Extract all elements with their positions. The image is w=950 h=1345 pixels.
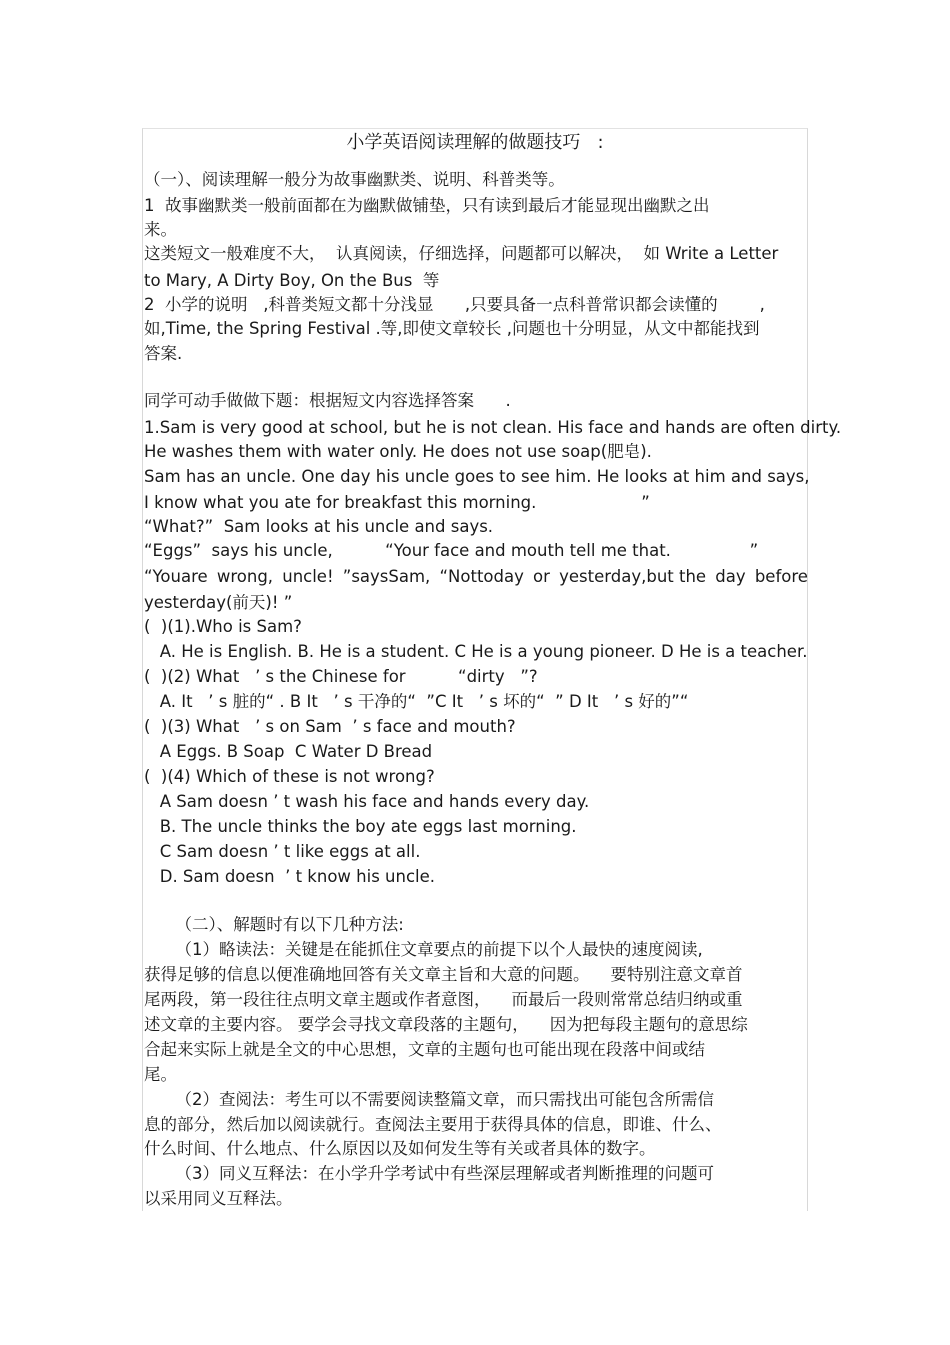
- section2-line: 以采用同义互释法。: [144, 1189, 293, 1208]
- word: wrong,: [216, 567, 274, 586]
- passage-line: Sam has an uncle. One day his uncle goes to see him. He looks at him and says,: [144, 467, 810, 486]
- word: “Nottoday: [439, 567, 524, 586]
- question-2-options: A. It ’ s 脏的“ . B It ’ s 干净的“ ”C It ’ s 坏的“ ” D It ’ s 好的”“: [144, 692, 689, 711]
- para1-line2: 来。: [144, 220, 177, 239]
- question-4-option: A Sam doesn ’ t wash his face and hands every day.: [144, 792, 590, 811]
- section2-line: 什么时间、什么地点、什么原因以及如何发生等有关或者具体的数字。: [144, 1139, 656, 1158]
- question-2: ( )(2) What ’ s the Chinese for “dirty ”?: [144, 667, 538, 686]
- word: ”saysSam,: [342, 567, 431, 586]
- word: before: [754, 567, 808, 586]
- passage-line: “Eggs” says his uncle, “Your face and mouth tell me that. ”: [144, 541, 759, 560]
- passage-line: yesterday(前天)! ”: [144, 593, 293, 612]
- question-4-option: D. Sam doesn ’ t know his uncle.: [144, 867, 435, 886]
- passage-line: “What?” Sam looks at his uncle and says.: [144, 517, 494, 536]
- word: day: [715, 567, 746, 586]
- question-3: ( )(3) What ’ s on Sam ’ s face and mouth?: [144, 717, 516, 736]
- word: “Youare: [144, 567, 208, 586]
- passage-line: I know what you ate for breakfast this morning. ”: [144, 493, 650, 512]
- section2-line: 息的部分，然后加以阅读就行。查阅法主要用于获得具体的信息，即谁、什么、: [144, 1115, 722, 1134]
- section2-line: 合起来实际上就是全文的中心思想，文章的主题句也可能出现在段落中间或结: [144, 1040, 705, 1059]
- para2-line1: 这类短文一般难度不大， 认真阅读，仔细选择，问题都可以解决， 如 Write a Letter: [144, 244, 779, 263]
- page-title: 小学英语阅读理解的做题技巧 :: [346, 132, 604, 153]
- question-4-option: B. The uncle thinks the boy ate eggs last morning.: [144, 817, 577, 836]
- section1-heading: （一）、阅读理解一般分为故事幽默类、说明、科普类等。: [144, 170, 565, 189]
- section2-line: 尾。: [144, 1065, 177, 1084]
- section2-line: （2）查阅法：考生可以不需要阅读整篇文章，而只需找出可能包含所需信: [144, 1090, 714, 1109]
- para3-line3: 答案.: [144, 344, 183, 363]
- section2-heading: （二）、解题时有以下几种方法:: [144, 915, 404, 934]
- section2-line: 述文章的主要内容。 要学会寻找文章段落的主题句， 因为把每段主题句的意思综: [144, 1015, 748, 1034]
- section2-line: （1）略读法：关键是在能抓住文章要点的前提下以个人最快的速度阅读,: [144, 940, 703, 959]
- question-1: ( )(1).Who is Sam?: [144, 617, 302, 636]
- section2-line: 获得足够的信息以便准确地回答有关文章主旨和大意的问题。 要特别注意文章首: [144, 965, 743, 984]
- para1-line1: 1 故事幽默类一般前面都在为幽默做铺垫，只有读到最后才能显现出幽默之出: [144, 196, 710, 215]
- question-4-option: C Sam doesn ’ t like eggs at all.: [144, 842, 421, 861]
- question-3-options: A Eggs. B Soap C Water D Bread: [144, 742, 433, 761]
- exercise-intro: 同学可动手做做下题：根据短文内容选择答案 .: [144, 391, 511, 410]
- para2-line2: to Mary, A Dirty Boy, On the Bus 等: [144, 271, 440, 290]
- para3-line1: 2 小学的说明 ,科普类短文都十分浅显 ,只要具备一点科普常识都会读懂的 ,: [144, 295, 765, 314]
- section2-line: 尾两段，第一段往往点明文章主题或作者意图， 而最后一段则常常总结归纳或重: [144, 990, 743, 1009]
- para3-line2: 如,Time, the Spring Festival .等,即使文章较长 ,问题也十分明显，从文中都能找到: [144, 319, 760, 338]
- passage-line: He washes them with water only. He does not use soap(肥皂).: [144, 442, 652, 461]
- passage-line: 1.Sam is very good at school, but he is not clean. His face and hands are often dirty.: [144, 418, 842, 437]
- passage-justified-line: [144, 566, 808, 588]
- question-4: ( )(4) Which of these is not wrong?: [144, 767, 435, 786]
- section2-line: （3）同义互释法：在小学升学考试中有些深层理解或者判断推理的问题可: [144, 1164, 714, 1183]
- question-1-options: A. He is English. B. He is a student. C He is a young pioneer. D He is a teacher.: [144, 642, 808, 661]
- word: or: [533, 567, 550, 586]
- word: uncle!: [282, 567, 334, 586]
- word: yesterday,but the: [559, 567, 707, 586]
